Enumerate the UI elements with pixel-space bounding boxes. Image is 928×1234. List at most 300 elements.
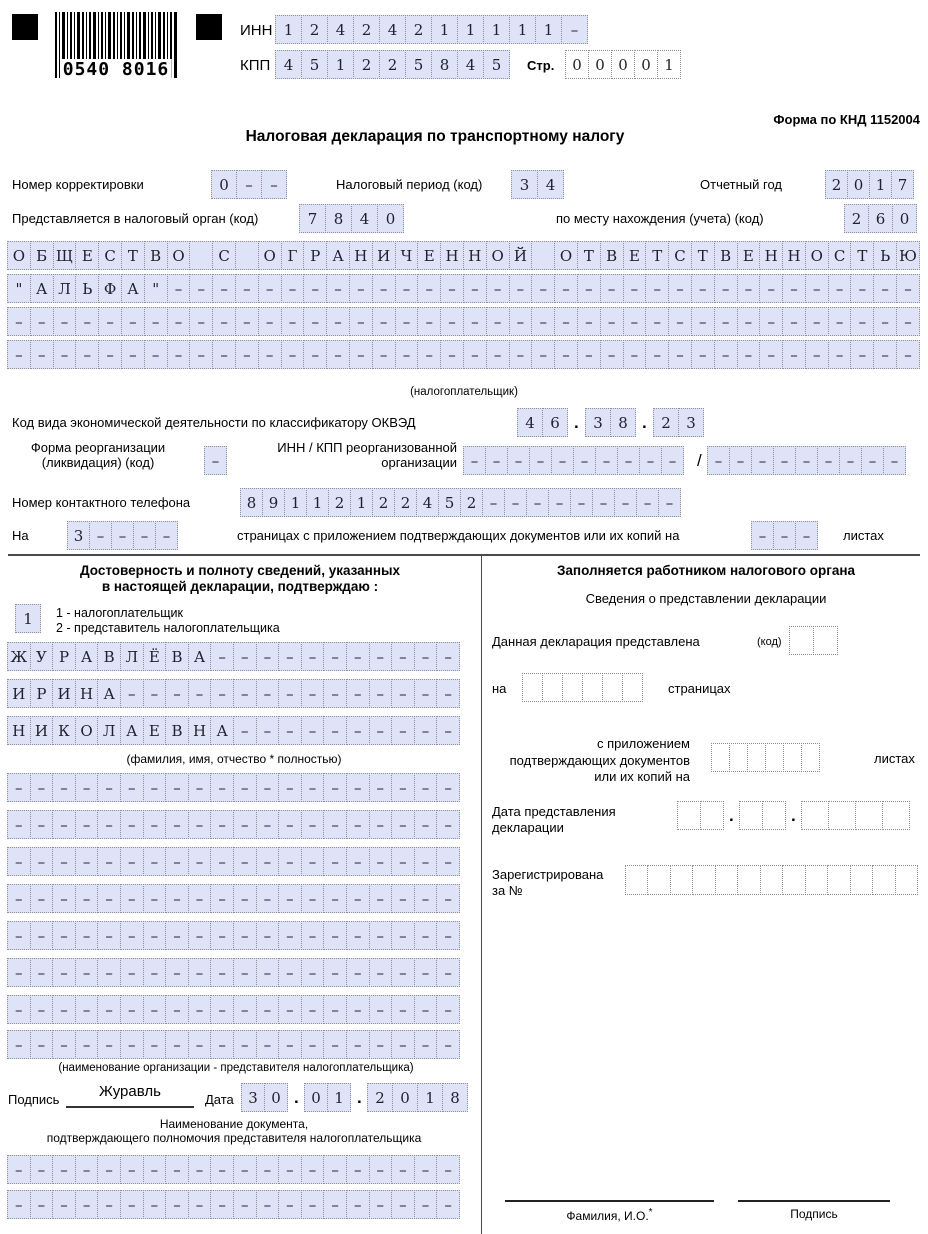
- cell: В: [144, 241, 168, 270]
- cell: –: [436, 921, 460, 950]
- cell: –: [369, 716, 393, 745]
- cell: –: [120, 847, 144, 876]
- cell: –: [97, 958, 121, 987]
- attest-header-line2: в настоящей декларации, подтверждаю :: [101, 579, 379, 594]
- cell: –: [303, 274, 327, 303]
- page-title: Налоговая декларация по транспортному налогу: [245, 128, 625, 145]
- attach-sheets-field[interactable]: [712, 743, 820, 772]
- cell: О: [167, 241, 191, 270]
- cell: –: [509, 274, 533, 303]
- cell: –: [839, 446, 862, 475]
- cell: [762, 801, 786, 830]
- official-date-dot-2: .: [791, 806, 796, 825]
- cell: –: [7, 1190, 31, 1219]
- cell: –: [143, 884, 167, 913]
- okved-dot-2: .: [642, 413, 647, 432]
- cell: –: [7, 995, 31, 1024]
- cell: 6: [868, 204, 893, 233]
- cell: –: [278, 958, 302, 987]
- cell: –: [346, 1030, 370, 1059]
- okved-dot-1: .: [574, 413, 579, 432]
- inn-field[interactable]: [276, 15, 588, 44]
- cell: –: [395, 307, 419, 336]
- cell: –: [120, 1030, 144, 1059]
- cell: 3: [511, 170, 538, 199]
- cell: С: [212, 241, 236, 270]
- correction-field[interactable]: [212, 170, 287, 199]
- cell: О: [75, 716, 99, 745]
- reorg-inn-field[interactable]: [464, 446, 684, 475]
- cell: Н: [349, 241, 373, 270]
- cell: –: [165, 1155, 189, 1184]
- org-name-line-3[interactable]: [8, 847, 460, 876]
- cell: –: [301, 958, 325, 987]
- cell: –: [97, 1190, 121, 1219]
- official-surname-caption: [505, 1207, 714, 1223]
- page-number-field[interactable]: [566, 50, 681, 79]
- cell: –: [440, 307, 464, 336]
- cell: –: [133, 521, 156, 550]
- cell: –: [301, 810, 325, 839]
- patronymic-field[interactable]: [8, 716, 460, 745]
- cell: –: [256, 716, 280, 745]
- cell: –: [75, 810, 99, 839]
- cell: –: [189, 307, 213, 336]
- cell: Н: [7, 716, 31, 745]
- cell: –: [414, 847, 438, 876]
- cell: А: [210, 716, 234, 745]
- date-dot-2: .: [357, 1088, 362, 1107]
- doc-name-line-1[interactable]: [8, 1155, 460, 1184]
- org-name-line-5[interactable]: [8, 921, 460, 950]
- cell: –: [369, 1030, 393, 1059]
- cell: –: [323, 958, 347, 987]
- cell: –: [52, 921, 76, 950]
- registered-label-line1: Зарегистрирована: [492, 867, 604, 882]
- cell: Ф: [98, 274, 122, 303]
- cell: [882, 801, 910, 830]
- cell: 9: [262, 488, 285, 517]
- cell: –: [75, 1190, 99, 1219]
- cell: Т: [850, 241, 874, 270]
- registered-number-field[interactable]: [626, 865, 918, 895]
- cell: А: [30, 274, 54, 303]
- cell: С: [828, 241, 852, 270]
- cell: [895, 865, 918, 895]
- reorg-code-field[interactable]: [205, 446, 227, 475]
- cell: –: [873, 274, 897, 303]
- cell: 3: [241, 1083, 265, 1112]
- official-signature-line[interactable]: [738, 1200, 890, 1202]
- cell: У: [30, 642, 54, 671]
- cell: –: [850, 274, 874, 303]
- cell: [189, 241, 213, 270]
- pages-count-field[interactable]: [68, 521, 178, 550]
- cell: –: [883, 446, 906, 475]
- cell: Ь: [75, 274, 99, 303]
- cell: –: [189, 274, 213, 303]
- cell: 2: [844, 204, 869, 233]
- okved-part1-field[interactable]: [518, 408, 568, 437]
- inn-label: ИНН: [240, 22, 273, 39]
- cell: –: [301, 1030, 325, 1059]
- cell: –: [391, 1155, 415, 1184]
- cell: –: [326, 274, 350, 303]
- cell: 5: [438, 488, 461, 517]
- cell: –: [414, 1030, 438, 1059]
- cell: [801, 801, 829, 830]
- date-day-field[interactable]: [242, 1083, 288, 1112]
- official-date-month-field[interactable]: [740, 801, 786, 830]
- reorg-kpp-field[interactable]: [708, 446, 906, 475]
- cell: –: [395, 274, 419, 303]
- org-name-line-6[interactable]: [8, 958, 460, 987]
- cell: –: [391, 773, 415, 802]
- cell: А: [188, 642, 212, 671]
- cell: –: [165, 679, 189, 708]
- surname-field[interactable]: [8, 642, 460, 671]
- cell: [670, 865, 693, 895]
- cell: –: [372, 274, 396, 303]
- cell: –: [188, 958, 212, 987]
- cell: С: [98, 241, 122, 270]
- cell: Н: [75, 679, 99, 708]
- cell: –: [144, 307, 168, 336]
- cell: –: [326, 307, 350, 336]
- sheets-count-field[interactable]: [752, 521, 818, 550]
- cell: –: [75, 921, 99, 950]
- cell: –: [301, 884, 325, 913]
- cell: –: [323, 1155, 347, 1184]
- cell: –: [391, 884, 415, 913]
- cell: –: [258, 307, 282, 336]
- cell: –: [233, 810, 257, 839]
- cell: –: [188, 847, 212, 876]
- cell: –: [278, 995, 302, 1024]
- cell: –: [165, 847, 189, 876]
- cell: И: [30, 716, 54, 745]
- cell: –: [463, 307, 487, 336]
- submitted-code-field[interactable]: [790, 626, 838, 655]
- cell: –: [278, 1030, 302, 1059]
- taxpayer-name-line-2[interactable]: [8, 274, 920, 303]
- fio-caption: (фамилия, имя, отчество * полностью): [126, 752, 342, 766]
- cell: –: [554, 340, 578, 369]
- cell: 0: [892, 204, 917, 233]
- barcode-number: 0540 8016: [62, 59, 170, 80]
- cell: –: [256, 1030, 280, 1059]
- cell: –: [97, 995, 121, 1024]
- cell: –: [278, 1155, 302, 1184]
- cell: –: [235, 274, 259, 303]
- cell: –: [369, 958, 393, 987]
- cell: [739, 801, 763, 830]
- cell: –: [188, 1030, 212, 1059]
- cell: –: [30, 340, 54, 369]
- cell: 0: [588, 50, 612, 79]
- cell: –: [210, 679, 234, 708]
- cell: О: [554, 241, 578, 270]
- cell: –: [233, 716, 257, 745]
- cell: –: [256, 921, 280, 950]
- taxpayer-name-line-3[interactable]: [8, 307, 920, 336]
- cell: –: [414, 1190, 438, 1219]
- cell: 1: [535, 15, 562, 44]
- cell: –: [53, 340, 77, 369]
- cell: –: [121, 307, 145, 336]
- cell: –: [805, 340, 829, 369]
- cell: –: [595, 446, 618, 475]
- official-pages-field[interactable]: [523, 673, 643, 702]
- cell: –: [210, 642, 234, 671]
- signature-value[interactable]: Журавль: [66, 1083, 194, 1108]
- cell: –: [759, 307, 783, 336]
- cell: –: [414, 921, 438, 950]
- official-pages-suffix: страницах: [668, 681, 731, 696]
- cell: 7: [299, 204, 326, 233]
- cell: Е: [623, 241, 647, 270]
- cell: –: [210, 1190, 234, 1219]
- cell: Р: [30, 679, 54, 708]
- official-date-dot-1: .: [729, 806, 734, 825]
- cell: –: [120, 810, 144, 839]
- phone-field[interactable]: [241, 488, 681, 517]
- cell: Т: [121, 241, 145, 270]
- correction-label: Номер корректировки: [12, 177, 144, 192]
- cell: –: [7, 340, 31, 369]
- cell: –: [233, 921, 257, 950]
- attest-legend-2: 2 - представитель налогоплательщика: [56, 621, 280, 635]
- okved-part2-field[interactable]: [586, 408, 636, 437]
- org-name-line-7[interactable]: [8, 995, 460, 1024]
- cell: –: [346, 921, 370, 950]
- cell: –: [278, 1190, 302, 1219]
- cell: –: [256, 810, 280, 839]
- cell: 1: [457, 15, 484, 44]
- cell: –: [143, 921, 167, 950]
- cell: Р: [303, 241, 327, 270]
- cell: 2: [460, 488, 483, 517]
- location-field[interactable]: [845, 204, 917, 233]
- cell: –: [507, 446, 530, 475]
- cell: –: [97, 847, 121, 876]
- org-name-line-2[interactable]: [8, 810, 460, 839]
- cell: –: [391, 642, 415, 671]
- cell: –: [668, 307, 692, 336]
- registration-black-square-left: [12, 14, 38, 40]
- firstname-field[interactable]: [8, 679, 460, 708]
- attest-code-field[interactable]: [16, 604, 41, 633]
- cell: –: [714, 307, 738, 336]
- doc-name-line-2[interactable]: [8, 1190, 460, 1219]
- cell: –: [668, 340, 692, 369]
- cell: –: [661, 446, 684, 475]
- cell: –: [30, 995, 54, 1024]
- cell: –: [233, 958, 257, 987]
- cell: В: [165, 642, 189, 671]
- cell: –: [417, 307, 441, 336]
- registered-label-line2: за №: [492, 883, 523, 898]
- cell: –: [258, 340, 282, 369]
- cell: –: [233, 642, 257, 671]
- cell: –: [30, 958, 54, 987]
- cell: Р: [52, 642, 76, 671]
- official-surname-line[interactable]: [505, 1200, 714, 1202]
- cell: –: [165, 810, 189, 839]
- cell: С: [668, 241, 692, 270]
- official-date-year-field[interactable]: [802, 801, 910, 830]
- doc-caption-line2: подтверждающего полномочия представителя налогоплательщика: [46, 1131, 422, 1145]
- okved-part3-field[interactable]: [654, 408, 704, 437]
- cell: –: [278, 716, 302, 745]
- cell: Е: [737, 241, 761, 270]
- cell: –: [188, 679, 212, 708]
- cell: 8: [431, 50, 458, 79]
- cell: –: [592, 488, 615, 517]
- cell: –: [751, 521, 774, 550]
- cell: 1: [327, 50, 354, 79]
- cell: –: [623, 274, 647, 303]
- date-month-field[interactable]: [305, 1083, 351, 1112]
- cell: –: [75, 307, 99, 336]
- cell: –: [97, 810, 121, 839]
- kpp-field[interactable]: [276, 50, 510, 79]
- cell: –: [436, 642, 460, 671]
- cell: –: [617, 446, 640, 475]
- cell: –: [391, 958, 415, 987]
- cell: –: [369, 921, 393, 950]
- cell: –: [531, 307, 555, 336]
- cell: –: [301, 847, 325, 876]
- cell: –: [486, 307, 510, 336]
- cell: 0: [377, 204, 404, 233]
- cell: –: [7, 1030, 31, 1059]
- cell: –: [391, 921, 415, 950]
- cell: 6: [542, 408, 568, 437]
- official-date-day-field[interactable]: [678, 801, 724, 830]
- cell: –: [346, 995, 370, 1024]
- cell: –: [417, 340, 441, 369]
- cell: –: [210, 884, 234, 913]
- cell: –: [504, 488, 527, 517]
- cell: –: [97, 773, 121, 802]
- cell: 1: [657, 50, 681, 79]
- cell: –: [414, 995, 438, 1024]
- cell: 1: [509, 15, 536, 44]
- cell: –: [188, 884, 212, 913]
- period-field[interactable]: [512, 170, 564, 199]
- cell: Т: [691, 241, 715, 270]
- cell: –: [645, 307, 669, 336]
- cell: –: [98, 307, 122, 336]
- cell: –: [236, 170, 262, 199]
- cell: –: [795, 521, 818, 550]
- cell: –: [143, 679, 167, 708]
- cell: –: [805, 274, 829, 303]
- cell: Б: [30, 241, 54, 270]
- cell: [235, 241, 259, 270]
- cell: –: [691, 307, 715, 336]
- cell: –: [210, 995, 234, 1024]
- cell: –: [346, 773, 370, 802]
- cell: –: [828, 274, 852, 303]
- cell: Е: [143, 716, 167, 745]
- sheets-label: листах: [843, 528, 884, 543]
- cell: –: [75, 958, 99, 987]
- cell: –: [120, 995, 144, 1024]
- cell: –: [395, 340, 419, 369]
- org-name-line-1[interactable]: [8, 773, 460, 802]
- cell: Т: [645, 241, 669, 270]
- cell: –: [782, 274, 806, 303]
- cell: 8: [610, 408, 636, 437]
- cell: –: [873, 340, 897, 369]
- cell: –: [714, 274, 738, 303]
- cell: 2: [394, 488, 417, 517]
- attest-header-line1: Достоверность и полноту сведений, указанных: [79, 563, 401, 578]
- cell: –: [623, 340, 647, 369]
- cell: –: [346, 716, 370, 745]
- cell: –: [623, 307, 647, 336]
- cell: –: [281, 307, 305, 336]
- kpp-label: КПП: [240, 57, 271, 74]
- cell: –: [188, 921, 212, 950]
- signature-label: Подпись: [8, 1092, 60, 1107]
- taxpayer-caption: (налогоплательщик): [410, 386, 518, 398]
- cell: 1: [284, 488, 307, 517]
- cell: –: [165, 1190, 189, 1219]
- cell: –: [323, 995, 347, 1024]
- cell: –: [759, 340, 783, 369]
- cell: –: [372, 307, 396, 336]
- cell: И: [7, 679, 31, 708]
- cell: –: [346, 1155, 370, 1184]
- barcode: [55, 12, 177, 78]
- cell: –: [301, 642, 325, 671]
- form-knd-code: Форма по КНД 1152004: [773, 112, 920, 127]
- cell: –: [850, 307, 874, 336]
- cell: [828, 801, 856, 830]
- cell: –: [486, 274, 510, 303]
- cell: –: [188, 1190, 212, 1219]
- taxpayer-name-line-1[interactable]: [8, 241, 920, 270]
- cell: –: [143, 847, 167, 876]
- cell: [805, 865, 828, 895]
- taxpayer-name-line-4[interactable]: [8, 340, 920, 369]
- cell: –: [828, 307, 852, 336]
- cell: –: [323, 921, 347, 950]
- cell: –: [52, 958, 76, 987]
- authority-field[interactable]: [300, 204, 404, 233]
- org-name-line-8[interactable]: [8, 1030, 460, 1059]
- cell: –: [7, 307, 31, 336]
- cell: –: [278, 847, 302, 876]
- official-date-label-line2: декларации: [492, 820, 564, 835]
- date-year-field[interactable]: [368, 1083, 468, 1112]
- year-field[interactable]: [826, 170, 914, 199]
- attach-label-line3: или их копий на: [594, 769, 690, 784]
- cell: [542, 673, 563, 702]
- cell: –: [233, 847, 257, 876]
- cell: Г: [281, 241, 305, 270]
- cell: –: [759, 274, 783, 303]
- cell: –: [369, 1155, 393, 1184]
- cell: 2: [825, 170, 848, 199]
- org-name-line-4[interactable]: [8, 884, 460, 913]
- period-label: Налоговый период (код): [336, 177, 483, 192]
- cell: 4: [537, 170, 564, 199]
- section-divider-horizontal: [8, 554, 920, 556]
